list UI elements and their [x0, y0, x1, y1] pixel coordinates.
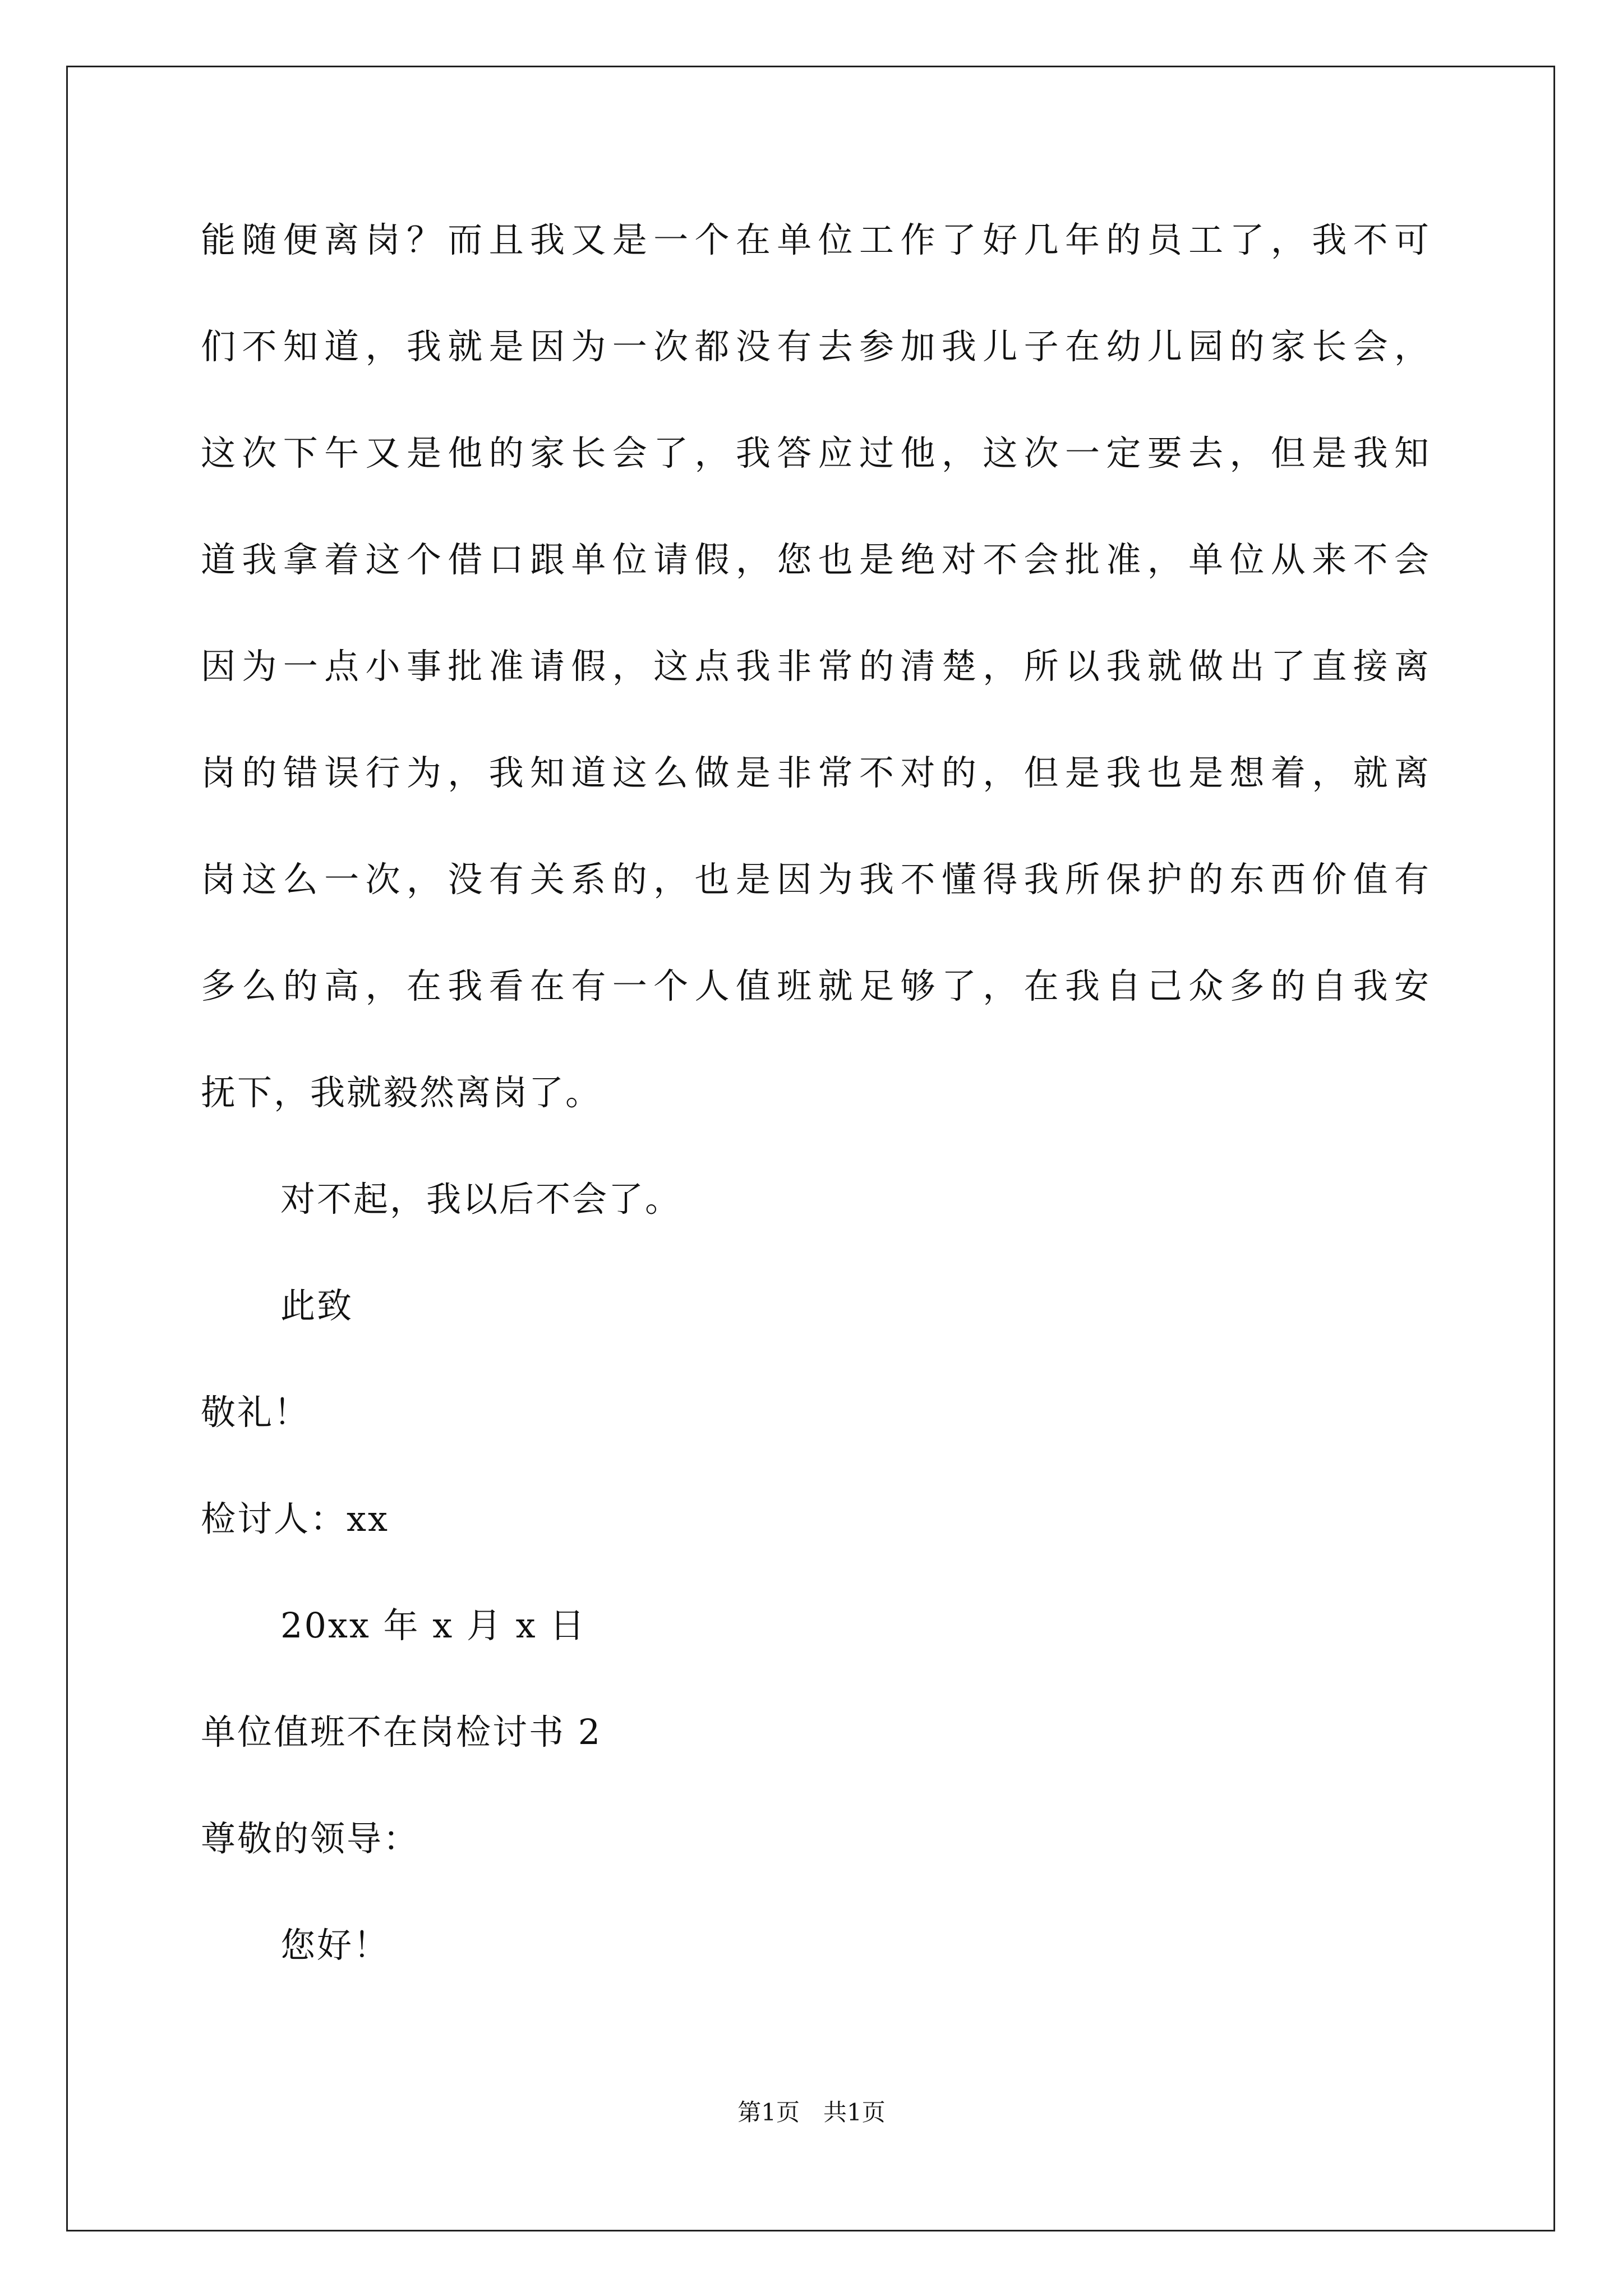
- apology-line: 对不起，我以后不会了。: [280, 1179, 682, 1220]
- signature-line: 检讨人：xx: [201, 1498, 389, 1539]
- paragraph-line: 道我拿着这个借口跟单位请假，您也是绝对不会批准，单位从来不会: [201, 539, 1429, 580]
- paragraph-line: 们不知道，我就是因为一次都没有去参加我儿子在幼儿园的家长会，: [201, 326, 1429, 367]
- closing-regards: 敬礼！: [201, 1392, 311, 1433]
- section-title: 单位值班不在岗检讨书 2: [201, 1711, 602, 1752]
- page-border: [66, 66, 1555, 2231]
- greeting-hello: 您好！: [280, 1925, 390, 1966]
- paragraph-line: 抚下，我就毅然离岗了。: [201, 1072, 602, 1113]
- paragraph-line: 因为一点小事批准请假，这点我非常的清楚，所以我就做出了直接离: [201, 646, 1429, 687]
- page-footer: 第1页 共1页: [737, 2099, 886, 2126]
- paragraph-line: 岗这么一次，没有关系的，也是因为我不懂得我所保护的东西价值有: [201, 859, 1429, 900]
- paragraph-line: 能随便离岗？而且我又是一个在单位工作了好几年的员工了，我不可: [201, 219, 1429, 260]
- closing-salutation: 此致: [280, 1285, 354, 1326]
- paragraph-line: 岗的错误行为，我知道这么做是非常不对的，但是我也是想着，就离: [201, 752, 1429, 793]
- paragraph-line: 多么的高，在我看在有一个人值班就足够了，在我自己众多的自我安: [201, 965, 1429, 1006]
- date-line: 20xx 年 x 月 x 日: [280, 1605, 587, 1646]
- paragraph-line: 这次下午又是他的家长会了，我答应过他，这次一定要去，但是我知: [201, 432, 1429, 473]
- greeting-line: 尊敬的领导：: [201, 1818, 420, 1859]
